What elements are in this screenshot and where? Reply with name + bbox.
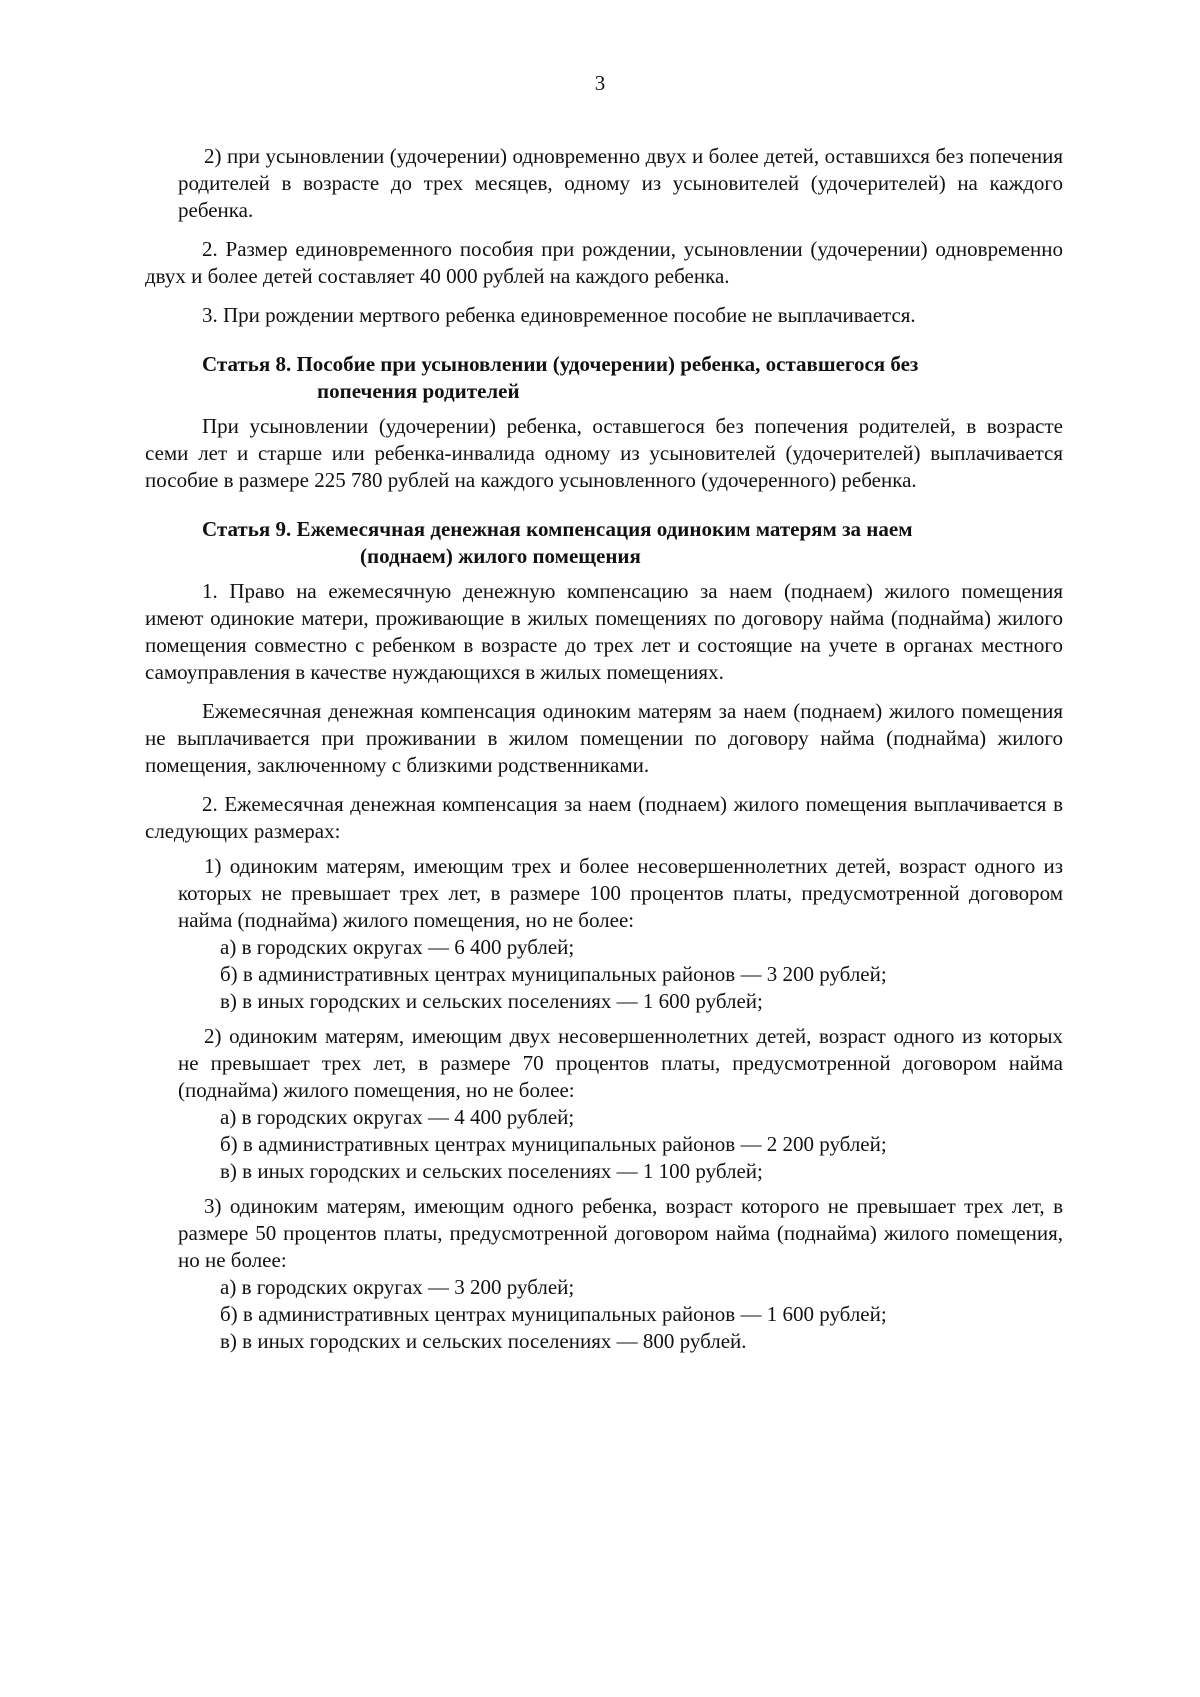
article-9-heading-line2: (поднаем) жилого помещения <box>360 544 641 568</box>
article-9-item-3b: б) в административных центрах муниципальных районов — 1 600 рублей; <box>220 1302 887 1326</box>
article-8-heading <box>145 351 1063 405</box>
article-9-point-1: 1. Право на ежемесячную денежную компенсацию за наем (поднаем) жилого помещения имеют одинокие матери, проживающие в жилых помещениях по договору найма (поднайма) жилого помещения совместно с ребенком в возрасте до трех лет и состоящие на учете в органах местного самоуправления в качестве нуждающихся в жилых помещениях. <box>145 579 1063 684</box>
article-9-item-1: 1) одиноким матерям, имеющим трех и более несовершеннолетних детей, возраст одного из которых не превышает трех лет, в размере 100 процентов платы, предусмотренной договором найма (поднайма) жилого помещения, но не более: <box>178 854 1063 932</box>
article-9-item-1b: б) в административных центрах муниципальных районов — 3 200 рублей; <box>220 962 887 986</box>
article-9-item-2b: б) в административных центрах муниципальных районов — 2 200 рублей; <box>220 1132 887 1156</box>
document-body <box>145 143 1063 1355</box>
article-9-item-3c: в) в иных городских и сельских поселениях — 800 рублей. <box>220 1329 747 1353</box>
article-9-heading-line1: Статья 9. Ежемесячная денежная компенсация одиноким матерям за наем <box>202 517 913 541</box>
article-9-item-2: 2) одиноким матерям, имеющим двух несовершеннолетних детей, возраст одного из которых не превышает трех лет, в размере 70 процентов платы, предусмотренной договором найма (поднайма) жилого помещения, но не более: <box>178 1024 1063 1102</box>
article-9-heading <box>145 516 1063 570</box>
article-9-item-3: 3) одиноким матерям, имеющим одного ребенка, возраст которого не превышает трех лет, в размере 50 процентов платы, предусмотренной договором найма (поднайма) жилого помещения, но не более: <box>178 1194 1063 1272</box>
paragraph-point-3: 3. При рождении мертвого ребенка единовременное пособие не выплачивается. <box>202 303 916 327</box>
paragraph-item-2: 2) при усыновлении (удочерении) одновременно двух и более детей, оставшихся без попечения родителей в возрасте до трех месяцев, одному из усыновителей (удочерителей) на каждого ребенка. <box>178 144 1063 222</box>
article-9-point-2: 2. Ежемесячная денежная компенсация за наем (поднаем) жилого помещения выплачивается в следующих размерах: <box>145 792 1063 843</box>
article-9-item-2c: в) в иных городских и сельских поселениях — 1 100 рублей; <box>220 1159 763 1183</box>
article-8-heading-line1: Статья 8. Пособие при усыновлении (удочерении) ребенка, оставшегося без <box>202 352 919 376</box>
article-9-item-2a: а) в городских округах — 4 400 рублей; <box>220 1105 575 1129</box>
article-9-item-1a: а) в городских округах — 6 400 рублей; <box>220 935 575 959</box>
paragraph-point-2: 2. Размер единовременного пособия при рождении, усыновлении (удочерении) одновременно двух и более детей составляет 40 000 рублей на каждого ребенка. <box>145 237 1063 288</box>
page-number: 3 <box>594 71 606 95</box>
article-9-point-1-note: Ежемесячная денежная компенсация одиноким матерям за наем (поднаем) жилого помещения не выплачивается при проживании в жилом помещении по договору найма (поднайма) жилого помещения, заключенному с близкими родственниками. <box>145 699 1063 777</box>
article-8-heading-line2: попечения родителей <box>317 379 520 403</box>
article-8-text: При усыновлении (удочерении) ребенка, оставшегося без попечения родителей, в возрасте семи лет и старше или ребенка-инвалида одному из усыновителей (удочерителей) выплачивается пособие в размере 225 780 рублей на каждого усыновленного (удочеренного) ребенка. <box>145 414 1063 492</box>
article-9-item-1c: в) в иных городских и сельских поселениях — 1 600 рублей; <box>220 989 763 1013</box>
article-9-item-3a: а) в городских округах — 3 200 рублей; <box>220 1275 575 1299</box>
